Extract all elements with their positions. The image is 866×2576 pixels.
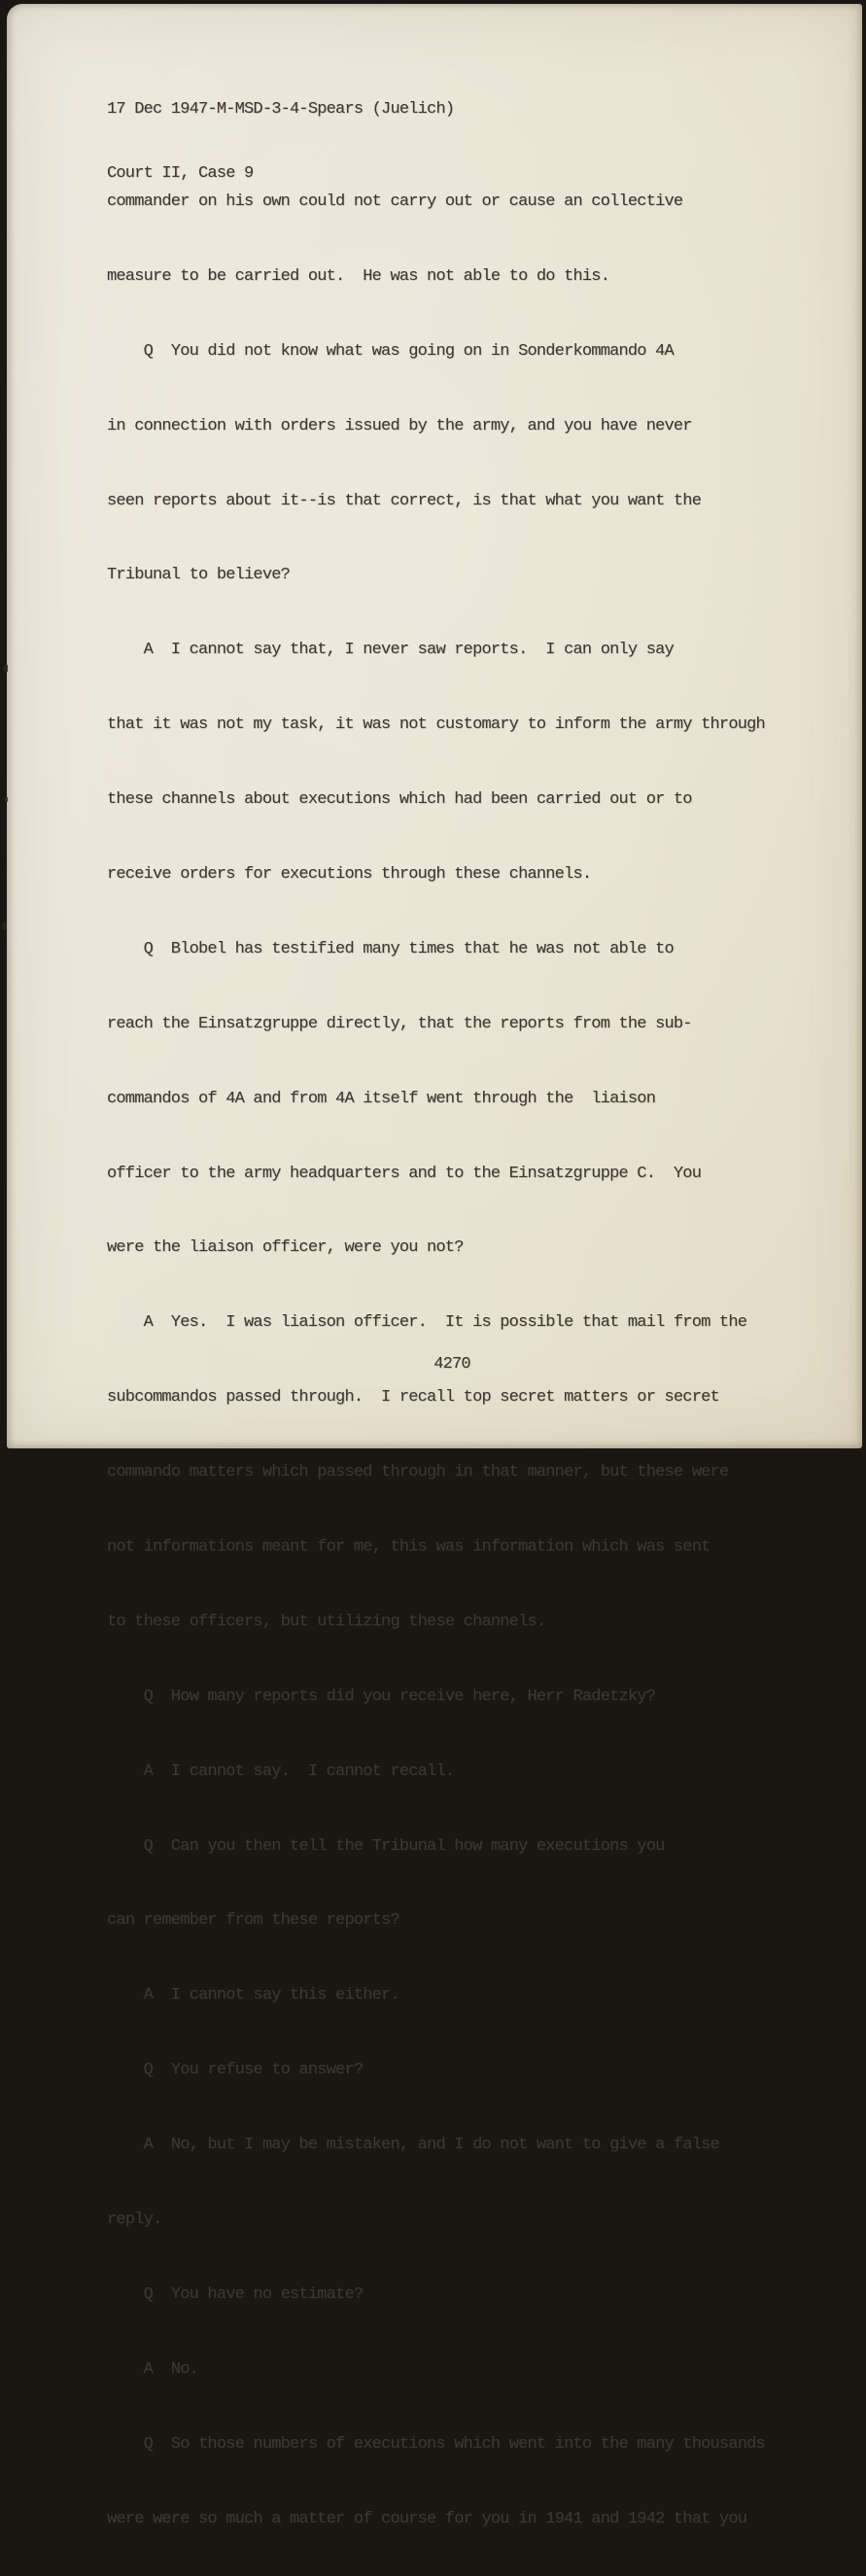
transcript-line: reach the Einsatzgruppe directly, that the reports from the sub- [107, 1014, 692, 1033]
transcript-line: subcommandos passed through. I recall top secret matters or secret [107, 1388, 719, 1408]
transcript-line: officer to the army headquarters and to the Einsatzgruppe C. You [107, 1164, 702, 1183]
header-case-line: Court II, Case 9 [107, 164, 254, 183]
transcript-line: reply. [107, 2210, 162, 2230]
transcript-line: to these officers, but utilizing these channels. [107, 1612, 546, 1631]
transcript-line: A I cannot say that, I never saw reports. I can only say [107, 641, 674, 660]
transcript-line: A No. [107, 2359, 199, 2379]
transcript-line: commando matters which passed through in that manner, but these were [107, 1463, 729, 1482]
transcript-line: that it was not my task, it was not customary to inform the army through [107, 715, 765, 735]
transcript-line: A I cannot say. I cannot recall. [107, 1761, 455, 1781]
document-page [7, 4, 862, 2528]
transcript-line: in connection with orders issued by the army, and you have never [107, 416, 692, 435]
transcript-line: were the liaison officer, were you not? [107, 1238, 464, 1258]
page-number: 4270 [433, 1355, 470, 1374]
transcript-line: commander on his own could not carry out or cause an collective [107, 192, 683, 211]
transcript-line: A Yes. I was liaison officer. It is possible that mail from the [107, 1313, 747, 1333]
transcript-line: not informations meant for me, this was information which was sent [107, 1538, 710, 1557]
transcript-line: Q You refuse to answer? [107, 2061, 364, 2080]
transcript-line: Q Can you then tell the Tribunal how many executions you [107, 1836, 665, 1856]
transcript-line: Q How many reports did you receive here, Herr Radetzky? [107, 1687, 656, 1706]
transcript-line: A No, but I may be mistaken, and I do not want to give a false [107, 2136, 719, 2155]
transcript-line: seen reports about it--is that correct, is that what you want the [107, 491, 702, 510]
header-date-line: 17 Dec 1947-M-MSD-3-4-Spears (Juelich) [107, 100, 455, 119]
transcript-line: can remember from these reports? [107, 1911, 399, 1931]
transcript-line: these channels about executions which had been carried out or to [107, 790, 692, 810]
transcript-line: commandos of 4A and from 4A itself went through the liaison [107, 1089, 656, 1108]
transcript-line: Q Blobel has testified many times that he was not able to [107, 939, 674, 958]
transcript-line: Q You have no estimate? [107, 2284, 364, 2304]
transcript-line: receive orders for executions through these channels. [107, 865, 592, 885]
transcript-line: were were so much a matter of course for you in 1941 and 1942 that you [107, 2509, 747, 2528]
transcript-line: Tribunal to believe? [107, 566, 291, 585]
transcript-line: Q You did not know what was going on in Sonderkommando 4A [107, 341, 674, 361]
transcript-line: measure to be carried out. He was not able to do this. [107, 266, 610, 286]
transcript-line: Q So those numbers of executions which went into the many thousands [107, 2434, 765, 2454]
transcript-line: A I cannot say this either. [107, 1986, 399, 2005]
